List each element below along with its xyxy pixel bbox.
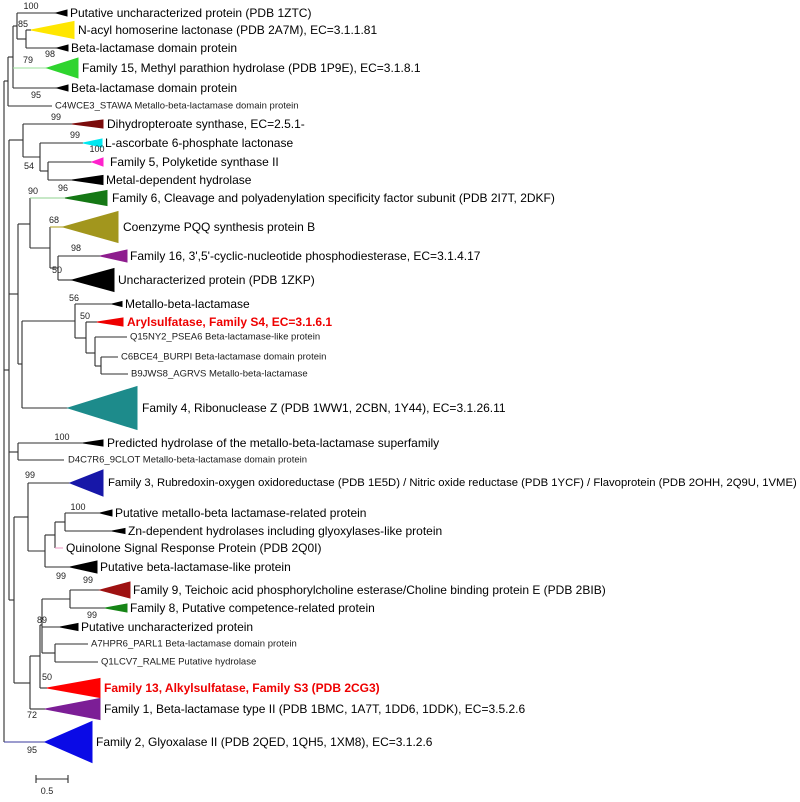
leaf-label: Beta-lactamase domain protein — [71, 41, 238, 55]
leaf-label: Putative uncharacterized protein (PDB 1ZTC) — [70, 6, 312, 20]
support-value: 100 — [89, 144, 105, 154]
support-value: 95 — [26, 745, 38, 755]
leaf-label: Family 9, Teichoic acid phosphorylcholine esterase/Choline binding protein E (PDB 2BIB) — [133, 583, 606, 597]
support-value: 54 — [23, 161, 35, 171]
leaf-label: L-ascorbate 6-phosphate lactonase — [105, 136, 294, 150]
leaf-label: Putative metallo-beta lactamase-related protein — [115, 506, 367, 520]
leaf-label: Family 2, Glyoxalase II (PDB 2QED, 1QH5, 1XM8), EC=3.1.2.6 — [96, 735, 433, 749]
leaf-label: Zn-dependent hydrolases including glyoxylases-like protein — [128, 524, 443, 538]
leaf-label: Coenzyme PQQ synthesis protein B — [123, 220, 316, 234]
support-value: 98 — [44, 49, 56, 59]
support-value: 95 — [30, 90, 42, 100]
leaf-label: Family 16, 3',5'-cyclic-nucleotide phosphodiesterase, EC=3.1.4.17 — [130, 249, 481, 263]
leaf-label: Dihydropteroate synthase, EC=2.5.1- — [107, 117, 305, 131]
leaf-label: A7HPR6_PARL1 Beta-lactamase domain protein — [91, 638, 297, 650]
leaf-label: Arylsulfatase, Family S4, EC=3.1.6.1 — [127, 315, 333, 329]
support-value: 99 — [69, 130, 81, 140]
support-value: 100 — [23, 1, 39, 11]
scale-bar-label: 0.5 — [40, 786, 54, 796]
leaf-label: Family 6, Cleavage and polyadenylation specificity factor subunit (PDB 2I7T, 2DKF) — [112, 191, 555, 205]
leaf-label: D4C7R6_9CLOT Metallo-beta-lactamase domain protein — [68, 454, 308, 466]
leaf-label: Family 4, Ribonuclease Z (PDB 1WW1, 2CBN, 1Y44), EC=3.1.26.11 — [142, 401, 506, 415]
leaf-label: Family 5, Polyketide synthase II — [110, 155, 279, 169]
leaf-label: Uncharacterized protein (PDB 1ZKP) — [118, 273, 315, 287]
support-value: 96 — [57, 183, 69, 193]
leaf-label: Family 13, Alkylsulfatase, Family S3 (PDB 2CG3) — [104, 681, 380, 695]
leaf-label: Putative uncharacterized protein — [81, 620, 254, 634]
support-value: 50 — [41, 672, 53, 682]
leaf-label: C4WCE3_STAWA Metallo-beta-lactamase domain protein — [55, 100, 299, 112]
support-value: 72 — [26, 710, 38, 720]
support-value: 89 — [36, 615, 48, 625]
support-value: 79 — [22, 55, 34, 65]
support-value: 99 — [24, 470, 36, 480]
support-value: 99 — [55, 571, 67, 581]
leaf-label: Metal-dependent hydrolase — [106, 173, 252, 187]
leaf-label: Q1LCV7_RALME Putative hydrolase — [101, 656, 257, 668]
support-value: 100 — [70, 502, 86, 512]
support-value: 68 — [48, 215, 60, 225]
leaf-label: Beta-lactamase domain protein — [71, 81, 238, 95]
leaf-label: Family 8, Putative competence-related protein — [130, 601, 375, 615]
support-value: 56 — [68, 293, 80, 303]
leaf-label: Metallo-beta-lactamase — [125, 297, 250, 311]
support-value: 85 — [17, 19, 29, 29]
support-value: 100 — [54, 432, 70, 442]
leaf-label: Predicted hydrolase of the metallo-beta-lactamase superfamily — [107, 436, 440, 450]
support-value: 90 — [27, 186, 39, 196]
support-value: 98 — [70, 243, 82, 253]
leaf-label: N-acyl homoserine lactonase (PDB 2A7M), EC=3.1.1.81 — [78, 23, 378, 37]
leaf-label: Family 15, Methyl parathion hydrolase (PDB 1P9E), EC=3.1.8.1 — [82, 61, 421, 75]
leaf-label: Family 3, Rubredoxin-oxygen oxidoreductase (PDB 1E5D) / Nitric oxide reductase (PDB 1YCF) / Flavoprotein (PDB 2OHH, 2Q9U, 1VME) — [108, 477, 797, 489]
support-value: 50 — [79, 311, 91, 321]
leaf-label: Family 1, Beta-lactamase type II (PDB 1BMC, 1A7T, 1DD6, 1DDK), EC=3.5.2.6 — [104, 702, 526, 716]
leaf-label: C6BCE4_BURPI Beta-lactamase domain protein — [121, 351, 327, 363]
support-value: 99 — [50, 112, 62, 122]
support-value: 99 — [82, 575, 94, 585]
leaf-label: Q15NY2_PSEA6 Beta-lactamase-like protein — [130, 331, 321, 343]
leaf-label: Putative beta-lactamase-like protein — [100, 560, 291, 574]
leaf-label: Quinolone Signal Response Protein (PDB 2Q0I) — [66, 541, 322, 555]
support-value: 99 — [86, 610, 98, 620]
leaf-label: B9JWS8_AGRVS Metallo-beta-lactamase — [131, 368, 308, 380]
support-value: 50 — [51, 265, 63, 275]
